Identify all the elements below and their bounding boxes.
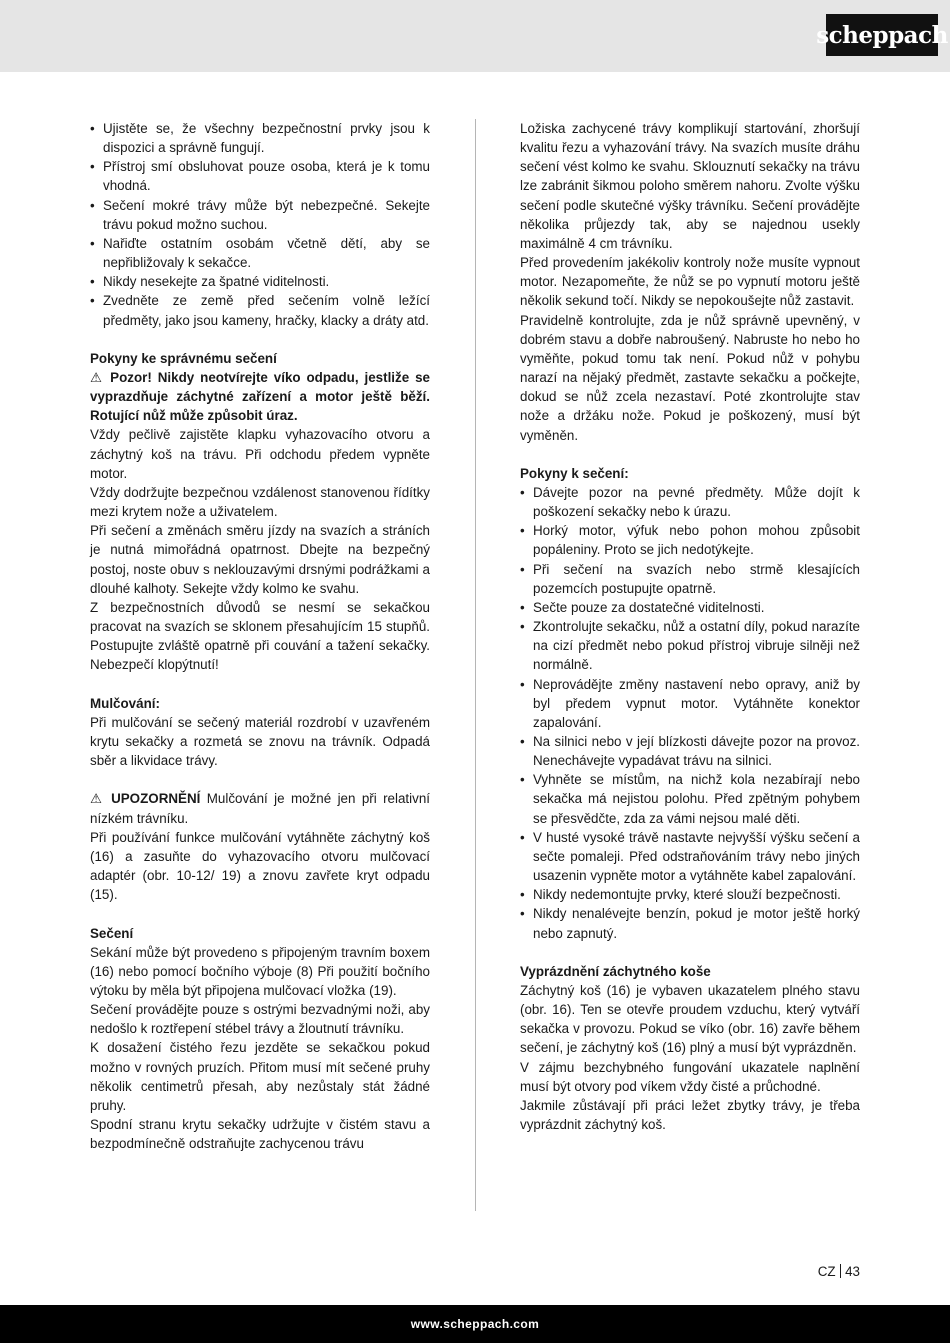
header-band (0, 0, 950, 72)
paragraph: Z bezpečnostních důvodů se nesmí se sekačkou pracovat na svazích se sklonem přesahujícím 15 stupňů. Postupujte zvláště opatrně při couvání a tažení sekačky. Nebezpečí klopýtnutí! (90, 599, 430, 673)
list-item: • Nikdy nenalévejte benzín, pokud je motor ještě horký nebo zapnutý. (520, 904, 860, 942)
separator (840, 1264, 842, 1278)
list-item: • Vyhněte se místům, na nichž kola nezabírají nebo sekačka má nejistou polohu. Před zpětným pohybem se přesvědčte, zda za vámi nejsou malé děti. (520, 770, 860, 827)
paragraph: Spodní stranu krytu sekačky udržujte v čistém stavu a bezpodmínečně odstraňujte zachycenou trávu (90, 1117, 430, 1152)
notice-label: UPOZORNĚNÍ (111, 791, 201, 807)
logo-text: scheppach (816, 21, 948, 49)
section-heading: Mulčování: (90, 695, 160, 711)
list-item: • Přístroj smí obsluhovat pouze osoba, která je k tomu vhodná. (90, 157, 430, 195)
paragraph: Vždy pečlivě zajistěte klapku vyhazovacího otvoru a záchytný koš na trávu. Při odchodu předem vypněte motor. (90, 427, 430, 481)
list-item: • Zvedněte ze země před sečením volně ležící předměty, jako jsou kameny, hračky, klacky a dráty atd. (90, 291, 430, 329)
list-item: • Sečení mokré trávy může být nebezpečné. Sekejte trávu pokud možno suchou. (90, 196, 430, 234)
section-heading: Sečení (90, 925, 134, 941)
section-heading: Vyprázdnění záchytného koše (520, 963, 711, 979)
paragraph: Záchytný koš (16) je vybaven ukazatelem plného stavu (obr. 16). Ten se otevře proudem vzduchu, který vytváří sekačka v provozu. Pokud se víko (obr. 16) zavře během sečení, je záchytný koš (16) plný a musí být vyprázdněn. (520, 983, 860, 1056)
paragraph: Při používání funkce mulčování vytáhněte záchytný koš (16) a zasuňte do vyhazovacího otvoru mulčovací adaptér (obr. 10-12/ 19) a znovu zavřete kryt odpadu (15). (90, 829, 430, 903)
paragraph: Při mulčování se sečený materiál rozdrobí v uzavřeném krytu sekačky a rozmetá se znovu na trávník. Odpadá sběr a likvidace trávy. (90, 714, 430, 769)
page-number-value: 43 (845, 1264, 860, 1279)
list-item: • Nikdy nedemontujte prvky, které slouží bezpečnosti. (520, 885, 860, 904)
paragraph: Vždy dodržujte bezpečnou vzdálenost stanovenou řídítky mezi krytem nože a uživatelem. (90, 484, 430, 520)
list-item: • Ujistěte se, že všechny bezpečnostní prvky jsou k dispozici a správně fungují. (90, 119, 430, 157)
list-item: • Neprovádějte změny nastavení nebo opravy, aniž by byl předem vypnut motor. Vytáhněte konektor zapalování. (520, 675, 860, 732)
list-item: • Dávejte pozor na pevné předměty. Může dojít k poškození sekačky nebo k úrazu. (520, 483, 860, 521)
column-divider (475, 119, 476, 1211)
list-item: • Zkontrolujte sekačku, nůž a ostatní díly, pokud narazíte na cizí předmět nebo pokud přístroj vibruje silněji než normálně. (520, 617, 860, 674)
list-item: • Horký motor, výfuk nebo pohon mohou způsobit popáleniny. Proto se jich nedotýkejte. (520, 521, 860, 559)
website-url: www.scheppach.com (410, 1317, 540, 1331)
scheppach-logo (816, 14, 948, 56)
paragraph: Ložiska zachycené trávy komplikují startování, zhoršují kvalitu řezu a vyhazování trávy. Na svazích musíte dráhu sečení vést kolmo ke svahu. Sklouznutí sekačky na trávu lze zabránit šikmou poloho směrem nahoru. Zvolte výšku sečení podle skutečné výšky trávníku. Sečení provádějte několika průjezdy tak, aby se najednou usekly maximálně 4 cm trávníku. (520, 121, 860, 251)
language-code: CZ (817, 1264, 836, 1279)
footer-bar (0, 1305, 950, 1343)
paragraph: V zájmu bezchybného fungování ukazatele naplnění musí být otvory pod víkem vždy čisté a průchodné. (520, 1059, 860, 1094)
list-item: • Nařiďte ostatním osobám včetně dětí, aby se nepřibližovaly k sekačce. (90, 234, 430, 272)
page-number (818, 1264, 860, 1279)
section-heading: Pokyny k sečení: (520, 465, 629, 481)
warning-icon: ⚠ (90, 791, 105, 807)
paragraph: Sekání může být provedeno s připojeným travním boxem (16) nebo pomocí bočního výboje (8) Při použití bočního výtoku by měla být připojena mulčovací vložka (19). (90, 944, 430, 998)
paragraph: Jakmile zůstávají při práci ležet zbytky trávy, je třeba vyprázdnit záchytný koš. (520, 1097, 860, 1133)
notice-paragraph (90, 789, 430, 827)
warning-text: Pozor! Nikdy neotvírejte víko odpadu, jestliže se vyprazdňuje záchytné zařízení a motor ještě běží. Rotující nůž může způsobit úraz. (90, 370, 430, 424)
mowing-list (520, 483, 860, 943)
paragraph: Při sečení a změnách směru jízdy na svazích a stráních je nutná mimořádná opatrnost. Dbejte na bezpečný postoj, noste obuv s neklouzavými drsnými podrážkami a dlouhé kalhoty. Sekejte vždy kolmo ke svahu. (90, 523, 430, 596)
paragraph: Pravidelně kontrolujte, zda je nůž správně upevněný, v dobrém stavu a dobře nabroušený. Nabruste ho nebo ho vyměňte, pokud tomu tak není. Pokud nůž v pohybu narazí na nějaký předmět, zastavte sekačku a počkejte, dokud se nůž zcela nezastaví. Poté zkontrolujte stav nože a držáku nože. Pokud je poškozený, musí být vyměněn. (520, 312, 860, 443)
list-item: • Nikdy nesekejte za špatné viditelnosti. (90, 272, 430, 291)
list-item: • V husté vysoké trávě nastavte nejvyšší výšku sečení a sečte pomaleji. Před odstraňováním trávy nebo jiných usazenin vypněte motor a vytáhněte kabel zapalování. (520, 828, 860, 885)
warning-paragraph (90, 368, 430, 425)
list-item: • Na silnici nebo v její blízkosti dávejte pozor na provoz. Nenechávejte vypadávat trávu na silnici. (520, 732, 860, 770)
paragraph: Před provedením jakékoliv kontroly nože musíte vypnout motor. Nezapomeňte, že nůž se po vypnutí motoru ještě několik sekund točí. Nikdy se nepokoušejte nůž zastavit. (520, 255, 860, 309)
right-column (520, 119, 860, 1134)
paragraph: K dosažení čistého řezu jezděte se sekačkou pokud možno v rovných pruzích. Přitom musí mít sečené pruhy několik centimetrů přesah, aby nezůstaly stát žádné pruhy. (90, 1040, 430, 1113)
paragraph: Sečení provádějte pouze s ostrými bezvadnými noži, aby nedošlo k roztřepení stébel trávy a žloutnutí trávníku. (90, 1002, 430, 1037)
left-column (90, 119, 430, 1153)
list-item: • Sečte pouze za dostatečné viditelnosti. (520, 598, 860, 617)
warning-icon: ⚠ (90, 370, 105, 386)
safety-list (90, 119, 430, 330)
notice-text: Mulčování je možné jen při relativní nízkém trávníku. (90, 791, 430, 826)
section-heading: Pokyny ke správnému sečení (90, 350, 277, 366)
list-item: • Při sečení na svazích nebo strmě klesajících pozemcích postupujte opatrně. (520, 560, 860, 598)
